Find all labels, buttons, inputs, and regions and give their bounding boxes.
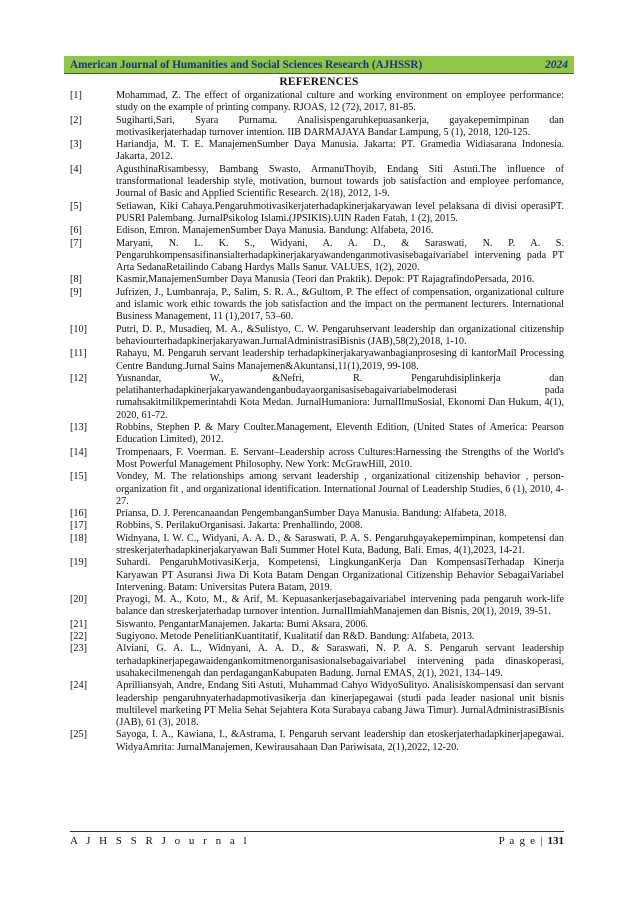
reference-text: Alviani, G. A. L., Widnyani, A. A. D., & Saraswati, N. P. A. S. Pengaruh servant leadership terhadapkinerjapegawaidengankomitmenorganisasionalsebagaivariabel intervening pada dinaskoperasi, usahakecilmenengah dan perdaganganKabupaten Badung. Jurnal EMAS, 2(1), 2021, 134–149. <box>116 643 564 679</box>
reference-number: [17] <box>70 520 87 532</box>
reference-number: [10] <box>70 323 87 335</box>
reference-item <box>70 115 564 140</box>
reference-item <box>70 201 564 226</box>
reference-number: [21] <box>70 618 87 630</box>
reference-item <box>70 225 564 237</box>
reference-text: Sugiharti,Sari, Syara Purnama. Analisispengaruhkepuasankerja, gayakepemimpinan dan motivasikerjaterhadap turnover intention. IIB DARMAJAYA Bandar Lampung, 5 (1), 2018, 120-125. <box>116 114 564 138</box>
reference-number: [6] <box>70 225 82 237</box>
reference-item <box>70 631 564 643</box>
reference-text: AgusthinaRisambessy, Bambang Swasto, ArmanuThoyib, Endang Siti Astuti.The influence of transformational leadership style, motivation, burnout towards job satisfaction and employee perfomance, Journal of Basic and Applied Scientific Research. 2(18), 2012, 1-9. <box>116 163 564 200</box>
reference-item <box>70 90 564 115</box>
reference-number: [23] <box>70 643 87 655</box>
reference-item <box>70 508 564 520</box>
reference-item <box>70 643 564 680</box>
reference-item <box>70 680 564 729</box>
reference-text: Widnyana, I. W. C., Widyani, A. A. D., & Saraswati, P. A. S. Pengaruhgayakepemimpinan, kompetensi dan streskerjaterhadapkinerjakaryawan Bali Summer Hotel Kuta, Badung, Bali. Emas, 4(1),2023, 14-21. <box>116 532 564 556</box>
reference-text: Setiawan, Kiki Cahaya.Pengaruhmotivasikerjaterhadapkinerjakaryawan level pelaksana di divisi operasiPT. PUSRI Palembang. JurnalPsikolog Islami.(JPSIKIS).UIN Raden Fatah, 1 (2), 2015. <box>116 200 564 224</box>
reference-item <box>70 520 564 532</box>
reference-text: Robbins, S. PerilakuOrganisasi. Jakarta: Prenhallindo, 2008. <box>116 520 363 532</box>
reference-item <box>70 533 564 558</box>
reference-text: Kasmir,ManajemenSumber Daya Manusia (Teori dan Praktik). Depok: PT RajagrafindoPersada, 2016. <box>116 274 535 286</box>
footer-page-number: 131 <box>547 835 564 847</box>
reference-text: Prayogi, M. A., Koto, M., & Arif, M. Kepuasankerjasebagaivariabel intervening pada pengaruh work-life balance dan streskerjaterhadap turnover intention. JurnalIlmiahManajemen dan Bisnis, 20(1), 2019, 39-51. <box>116 594 564 618</box>
reference-item <box>70 238 564 275</box>
reference-item <box>70 557 564 594</box>
reference-item <box>70 619 564 631</box>
reference-item <box>70 594 564 619</box>
reference-number: [12] <box>70 372 87 384</box>
reference-text: Putri, D. P., Musadieq, M. A., &Sulistyo, C. W. Pengaruhservant leadership dan organizational citizenship behaviourterhadapkinerjakaryawan.JurnalAdministrasiBisnis (JAB),58(2),2018, 1-10. <box>116 323 564 347</box>
reference-number: [3] <box>70 139 82 151</box>
reference-list <box>70 90 564 754</box>
reference-number: [4] <box>70 163 82 175</box>
reference-number: [7] <box>70 237 82 249</box>
reference-number: [15] <box>70 471 87 483</box>
reference-number: [18] <box>70 532 87 544</box>
journal-year: 2024 <box>545 58 568 71</box>
reference-item <box>70 422 564 447</box>
reference-text: Priansa, D. J. Perencanaandan PengembanganSumber Daya Manusia. Bandung: Alfabeta, 2018. <box>116 508 507 520</box>
reference-text: Jufrizen, J., Lumbanraja, P., Salim, S. R. A., &Gultom, P. The effect of compensation, organizational culture and islamic work ethic towards the job satisfaction and the impact on the permanent lecturers. International Business Management, 11 (1),2017, 53–60. <box>116 286 564 323</box>
journal-header-bar <box>64 56 574 74</box>
reference-text: Robbins, Stephen P. & Mary Coulter.Management, Eleventh Edition, (United States of America: Pearson Education Limited), 2012. <box>116 422 564 446</box>
reference-item <box>70 348 564 373</box>
reference-item <box>70 274 564 286</box>
reference-text: Siswanto. PengantarManajemen. Jakarta: Bumi Aksara, 2006. <box>116 618 369 630</box>
reference-text: Sugiyono. Metode PenelitianKuantitatif, Kualitatif dan R&D. Bandung: Alfabeta, 2013. <box>116 631 475 643</box>
reference-number: [25] <box>70 729 87 741</box>
reference-item <box>70 471 564 508</box>
journal-title: American Journal of Humanities and Social Sciences Research (AJHSSR) <box>70 58 423 71</box>
reference-text: Aprilliansyah, Andre, Endang Siti Astuti, Muhammad Cahyo WidyoSulityo. Analisiskompensasi dan servant leadership pengaruhnyaterhadapmotivasikerja dan kinerjapegawai (studi pada leader nasional unit bisnis multilevel marketing PT Melia Sehat Sejahtera Kota Surabaya cabang Jawa Timur). JurnalAdministrasiBisnis (JAB), 61 (3), 2018. <box>116 680 564 729</box>
reference-number: [8] <box>70 274 82 286</box>
reference-text: Rahayu, M. Pengaruh servant leadership terhadapkinerjakaryawanbagianprosesing di kantorMail Processing Centre Bandung.Jurnal Sains Manajemen&Akuntansi,11(1),2019, 99-108. <box>116 348 564 372</box>
footer-page-info <box>499 835 564 847</box>
footer-journal-name: A J H S S R J o u r n a l <box>70 835 250 847</box>
reference-number: [14] <box>70 446 87 458</box>
reference-text: Hariandja, M. T. E. ManajemenSumber Daya Manusia. Jakarta: PT. Gramedia Widiasarana Indonesia. Jakarta, 2012. <box>116 139 564 163</box>
reference-number: [2] <box>70 114 82 126</box>
reference-number: [1] <box>70 90 82 101</box>
reference-text: Suhardi. PengaruhMotivasiKerja, Kompetensi, LingkunganKerja Dan KompensasiTerhadap Kinerja Karyawan PT Asuransi Jiwa Di Kota Batam Dengan Organizational Citizenship Behavior SebagaiVariabel Intervening. Batam: Universitas Putera Batam, 2019. <box>116 557 564 593</box>
reference-item <box>70 164 564 201</box>
reference-item <box>70 373 564 422</box>
reference-text: Mohammad, Z. The effect of organizational culture and working environment on employee performance: study on the example of printing company. RJOAS, 12 (72), 2017, 81-85. <box>116 90 564 114</box>
footer-page-label: P a g e | <box>498 835 544 847</box>
reference-item <box>70 324 564 349</box>
reference-text: Sayoga, I. A., Kawiana, I., &Astrama, I. Pengaruh servant leadership dan etoskerjaterhadapkinerjapegawai. WidyaAmrita: JurnalManajemen, Kewirausahaan Dan Pariwisata, 2(1),2022, 12-20. <box>116 729 564 753</box>
reference-number: [5] <box>70 200 82 212</box>
reference-number: [22] <box>70 631 87 643</box>
reference-item <box>70 729 564 754</box>
reference-number: [20] <box>70 594 87 606</box>
reference-number: [24] <box>70 680 87 692</box>
reference-item <box>70 447 564 472</box>
reference-text: Yusnandar, W., &Nefri, R. Pengaruhdisiplinkerja dan pelatihanterhadapkinerjakaryawandenganbudayaorganisasisebagaivariabelmoderasi pada rumahsakitmilikpemerintahdi Kota Medan. JurnalHumaniora: JurnalIlmuSosial, Ekonomi Dan Hukum, 4(1), 2020, 61-72. <box>116 372 564 421</box>
reference-number: [13] <box>70 422 87 434</box>
references-heading: REFERENCES <box>279 76 359 88</box>
reference-number: [16] <box>70 508 87 520</box>
reference-text: Maryani, N. L. K. S., Widyani, A. A. D., & Saraswati, N. P. A. S. Pengaruhkompensasifinansialterhadapkinerjakaryawandenganmotivasisebagaivariabel intervening pada PT Arta SedanaRetailindo Cabang Hardys Malls Sanur. VALUES, 1(2), 2020. <box>116 237 564 274</box>
reference-item <box>70 287 564 324</box>
reference-text: Edison, Emron. ManajemenSumber Daya Manusia. Bandung: Alfabeta, 2016. <box>116 225 434 237</box>
reference-text: Trompenaars, F. Voerman. E. Servant–Leadership across Cultures:Harnessing the Strengths of the World's Most Powerful Management Philosophy. New York: McGrawHill, 2010. <box>116 446 564 470</box>
reference-text: Vondey, M. The relationships among servant leadership , organizational citizenship behavior , person-organization fit , and organizational identification. International Journal of Leadership Studies, 6 (1), 2010, 4-27. <box>116 471 564 507</box>
reference-number: [9] <box>70 286 82 298</box>
page-footer <box>70 831 564 847</box>
reference-number: [11] <box>70 348 87 360</box>
reference-number: [19] <box>70 557 87 569</box>
reference-item <box>70 139 564 164</box>
